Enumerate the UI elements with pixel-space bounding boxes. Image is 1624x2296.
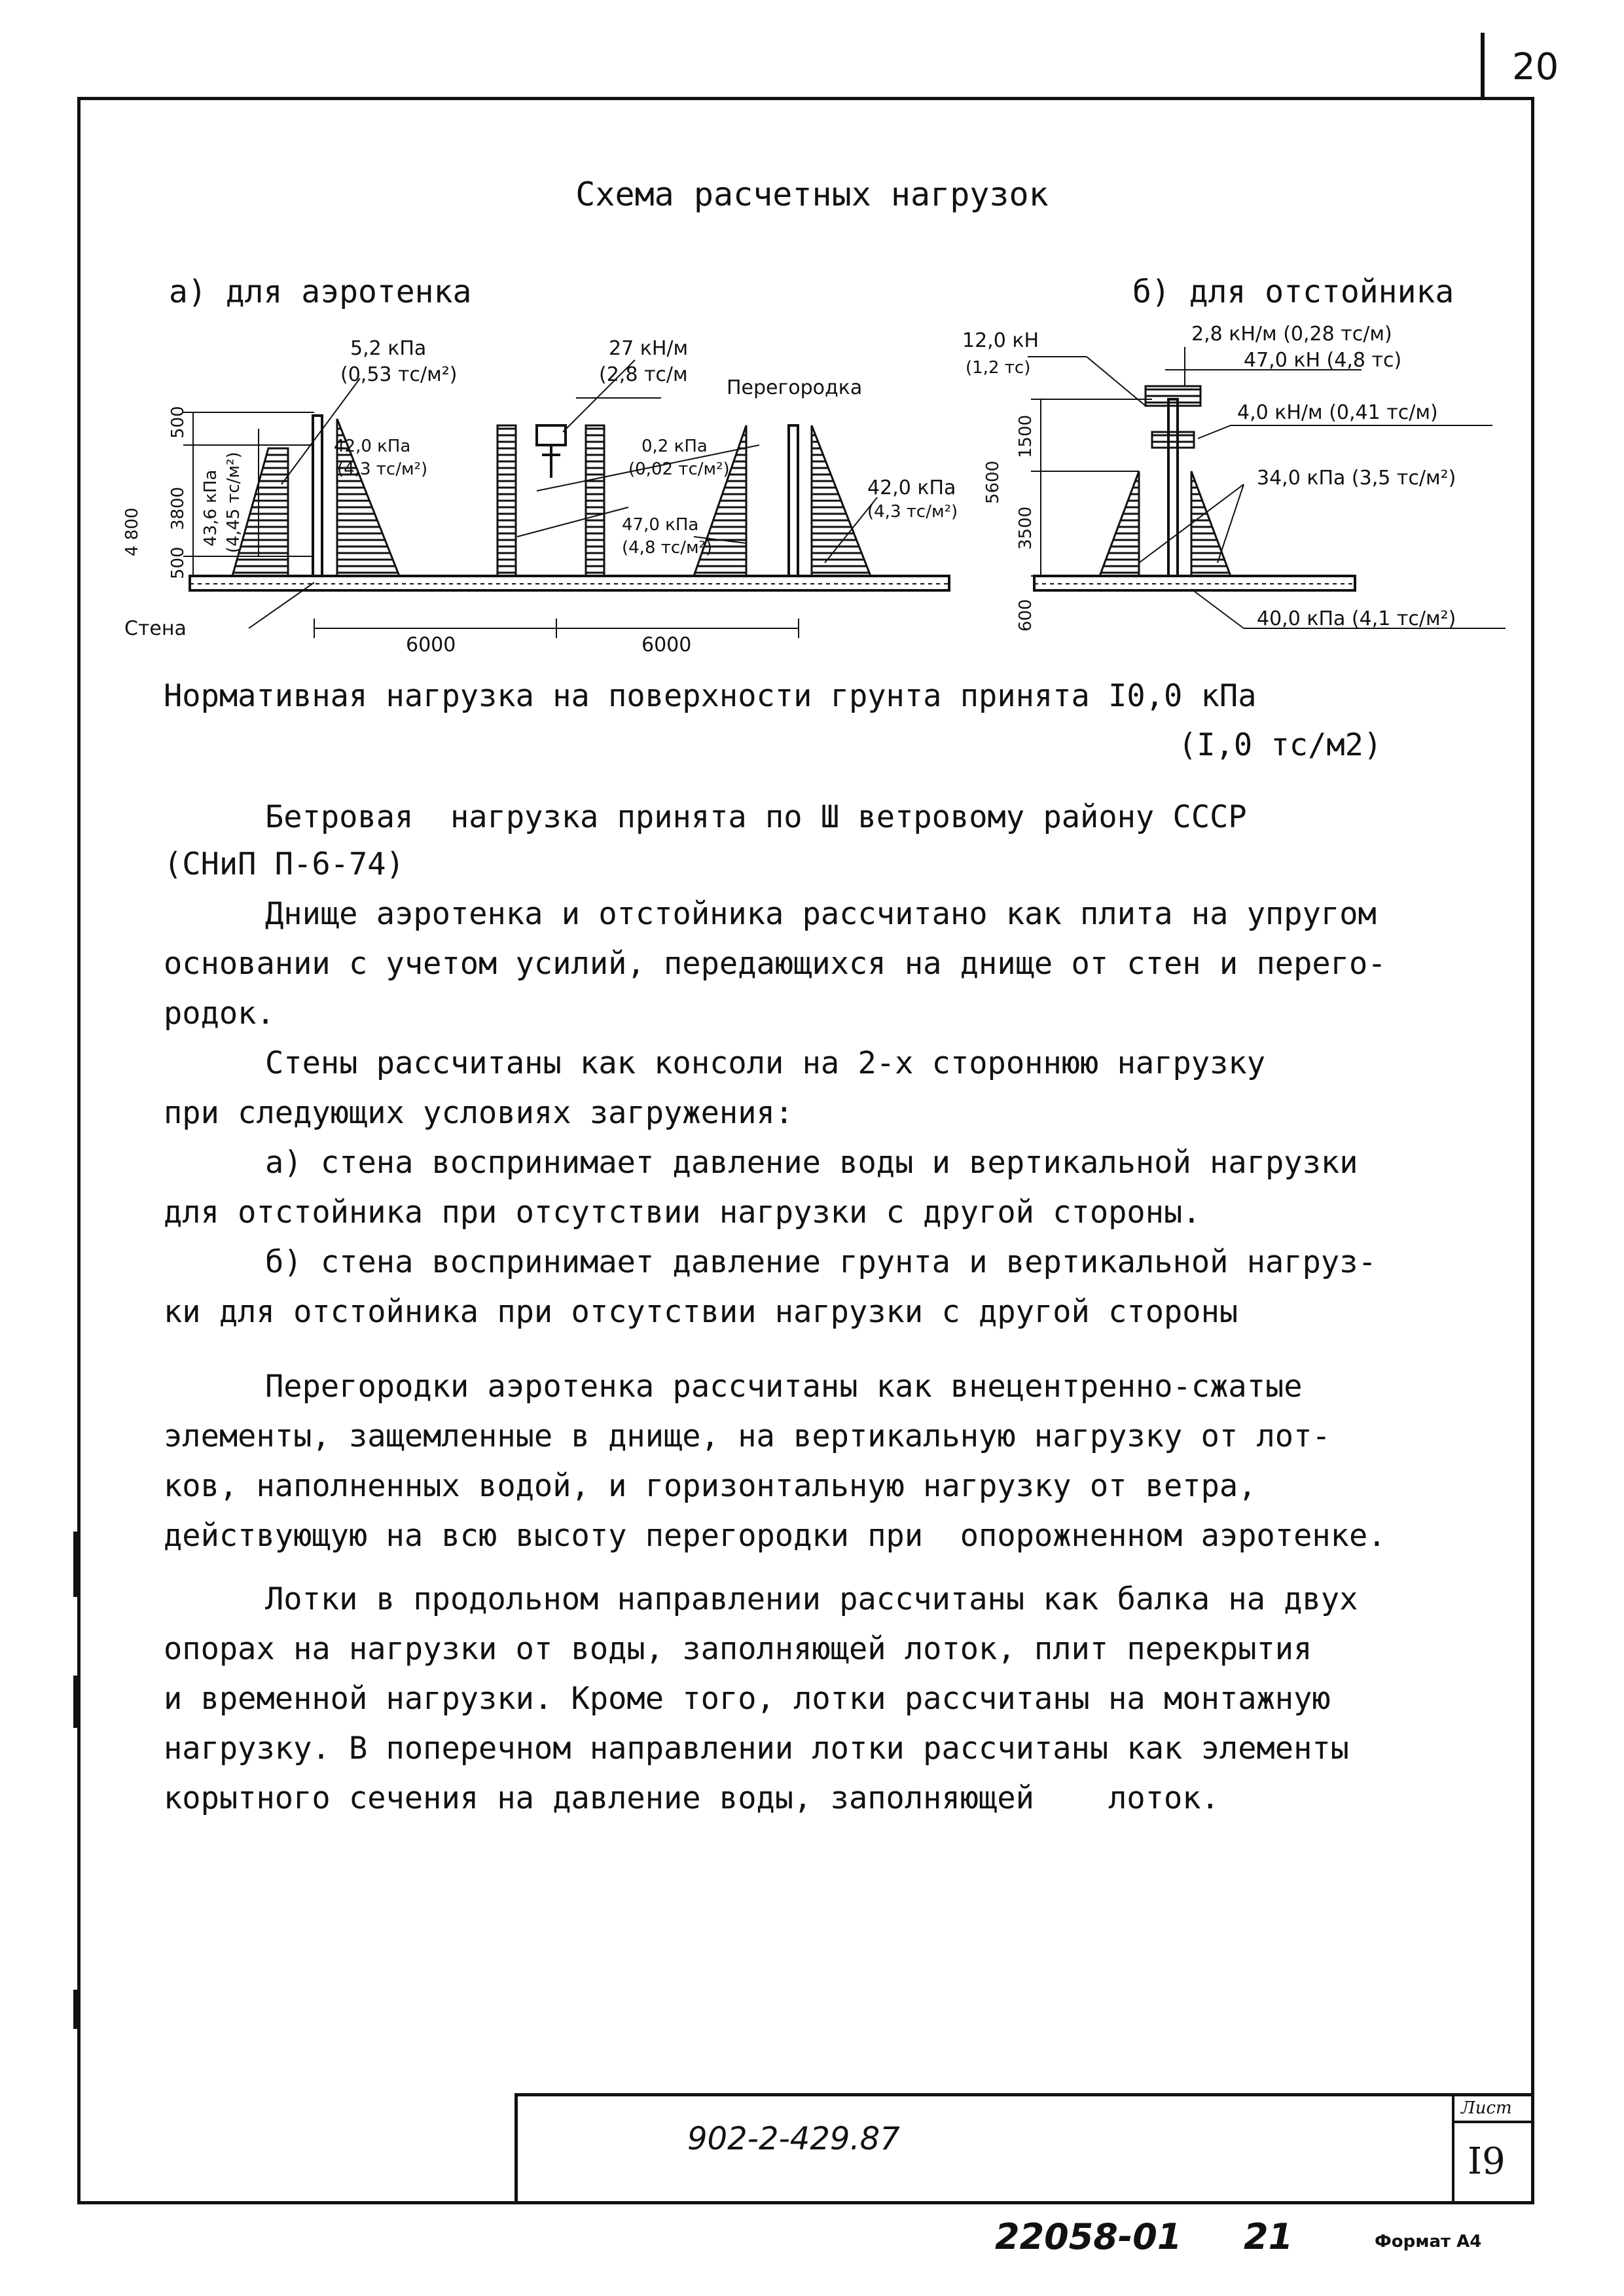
text-line: для отстойника при отсутствии нагрузки с другой стороны. xyxy=(164,1194,1201,1230)
label: 42,0 кПа xyxy=(867,476,956,499)
water-pressure-diagram xyxy=(812,425,871,576)
text-line: и временной нагрузки. Кроме того, лотки рассчитаны на монтажную xyxy=(164,1681,1331,1717)
format-label: Формат А4 xyxy=(1375,2232,1482,2251)
title-block xyxy=(514,2093,1534,2204)
dimension-label: 3500 xyxy=(1016,506,1036,550)
text-line: действующую на всю высоту перегородки при опорожненном аэротенке. xyxy=(164,1518,1386,1554)
label: (2,8 тс/м xyxy=(599,363,688,386)
text-line: нагрузку. В поперечном направлении лотки рассчитаны как элементы xyxy=(164,1731,1349,1767)
dimension-label: 3800 xyxy=(168,486,188,530)
sheet-number: I9 xyxy=(1468,2140,1506,2183)
sheet-divider xyxy=(1452,2121,1534,2123)
column xyxy=(1168,399,1178,576)
label: (1,2 тс) xyxy=(965,358,1031,378)
text-line: опорах на нагрузки от воды, заполняющей лоток, плит перекрытия xyxy=(164,1631,1312,1667)
margin-mark xyxy=(73,1676,77,1728)
dimension-label: 5600 xyxy=(983,460,1003,504)
label: (4,3 тс/м²) xyxy=(867,502,958,522)
label: 2,8 кН/м (0,28 тс/м) xyxy=(1191,323,1392,346)
subtitle-settler: б) для отстойника xyxy=(1132,274,1454,310)
tray-symbol xyxy=(537,425,566,478)
label: (0,02 тс/м²) xyxy=(628,459,730,479)
dimension-label: 4 800 xyxy=(122,507,142,556)
label: 42,0 кПа xyxy=(334,437,411,456)
text-line: ки для отстойника при отсутствии нагрузки с другой стороны xyxy=(164,1294,1238,1330)
subtitle-aerotank: а) для аэротенка xyxy=(169,274,472,310)
text-line: Лотки в продольном направлении рассчитаны как балка на двух xyxy=(265,1581,1358,1617)
text-line: корытного сечения на давление воды, заполняющей лоток. xyxy=(164,1780,1219,1816)
text-line: элементы, защемленные в днище, на вертикальную нагрузку от лот- xyxy=(164,1418,1331,1454)
archive-code: 22058-01 xyxy=(995,2216,1182,2257)
dimension-label: 500 xyxy=(168,547,188,579)
partition xyxy=(497,425,516,576)
document-code: 902-2-429.87 xyxy=(687,2121,900,2157)
tray xyxy=(1146,386,1200,406)
text-line: б) стена воспринимает давление грунта и вертикальной нагруз- xyxy=(265,1244,1377,1280)
label: (4,3 тс/м²) xyxy=(337,459,428,479)
label: 47,0 кН (4,8 тс) xyxy=(1244,349,1402,372)
text-line: родок. xyxy=(164,996,275,1031)
text-line: ков, наполненных водой, и горизонтальную нагрузку от ветра, xyxy=(164,1468,1257,1504)
water-pressure-diagram xyxy=(1100,471,1139,576)
text-line: при следующих условиях загружения: xyxy=(164,1095,794,1131)
partition xyxy=(586,425,604,576)
label: 4,0 кН/м (0,41 тс/м) xyxy=(1237,401,1438,424)
text-line: (I,0 тс/м2) xyxy=(1178,727,1382,763)
dimension-label: 6000 xyxy=(406,634,456,656)
sheet-label: Лист xyxy=(1461,2098,1512,2118)
margin-mark xyxy=(73,1532,77,1597)
load-scheme-figure xyxy=(118,321,1525,674)
label: Стена xyxy=(124,617,187,640)
label: 12,0 кН xyxy=(962,329,1039,352)
label: 40,0 кПа (4,1 тс/м²) xyxy=(1257,607,1456,630)
figure-aerotank xyxy=(122,337,958,656)
text-line: (СНиП П-6-74) xyxy=(164,846,405,882)
text-line: а) стена воспринимает давление воды и вертикальной нагрузки xyxy=(265,1145,1358,1181)
text-line: Нормативная нагрузка на поверхности грунта принята I0,0 кПа xyxy=(164,678,1257,714)
archive-number: 21 xyxy=(1244,2216,1293,2257)
label: 43,6 кПа xyxy=(201,469,221,547)
figure-settler xyxy=(962,323,1506,632)
label: (0,53 тс/м²) xyxy=(340,363,458,386)
dimension-label: 500 xyxy=(168,406,188,439)
text-line: Бетровая нагрузка принята по Ш ветровому району СССР xyxy=(265,799,1247,835)
label: 0,2 кПа xyxy=(641,437,708,456)
water-pressure-diagram xyxy=(1191,471,1231,576)
dimension-label: 600 xyxy=(1016,599,1036,632)
label: (4,45 тс/м²) xyxy=(224,452,244,553)
text-line: Стены рассчитаны как консоли на 2-х стороннюю нагрузку xyxy=(265,1045,1266,1081)
margin-mark xyxy=(73,1990,77,2029)
text-line: Перегородки аэротенка рассчитаны как внецентренно-сжатые xyxy=(265,1369,1303,1405)
label: (4,8 тс/м²) xyxy=(622,538,713,558)
dimension-label: 1500 xyxy=(1016,414,1036,458)
text-line: Днище аэротенка и отстойника рассчитано как плита на упругом xyxy=(265,896,1377,932)
label: Перегородка xyxy=(727,376,863,399)
dimension-label: 6000 xyxy=(641,634,692,656)
label: 5,2 кПа xyxy=(350,337,427,360)
page-title: Схема расчетных нагрузок xyxy=(575,175,1049,213)
text-line: основании с учетом усилий, передающихся на днище от стен и перего- xyxy=(164,946,1386,982)
wall xyxy=(789,425,798,576)
page-number-bar xyxy=(1481,33,1485,97)
label: 34,0 кПа (3,5 тс/м²) xyxy=(1257,467,1456,490)
label: 27 кН/м xyxy=(609,337,689,360)
label: 47,0 кПа xyxy=(622,515,699,535)
page-number: 20 xyxy=(1512,46,1559,88)
